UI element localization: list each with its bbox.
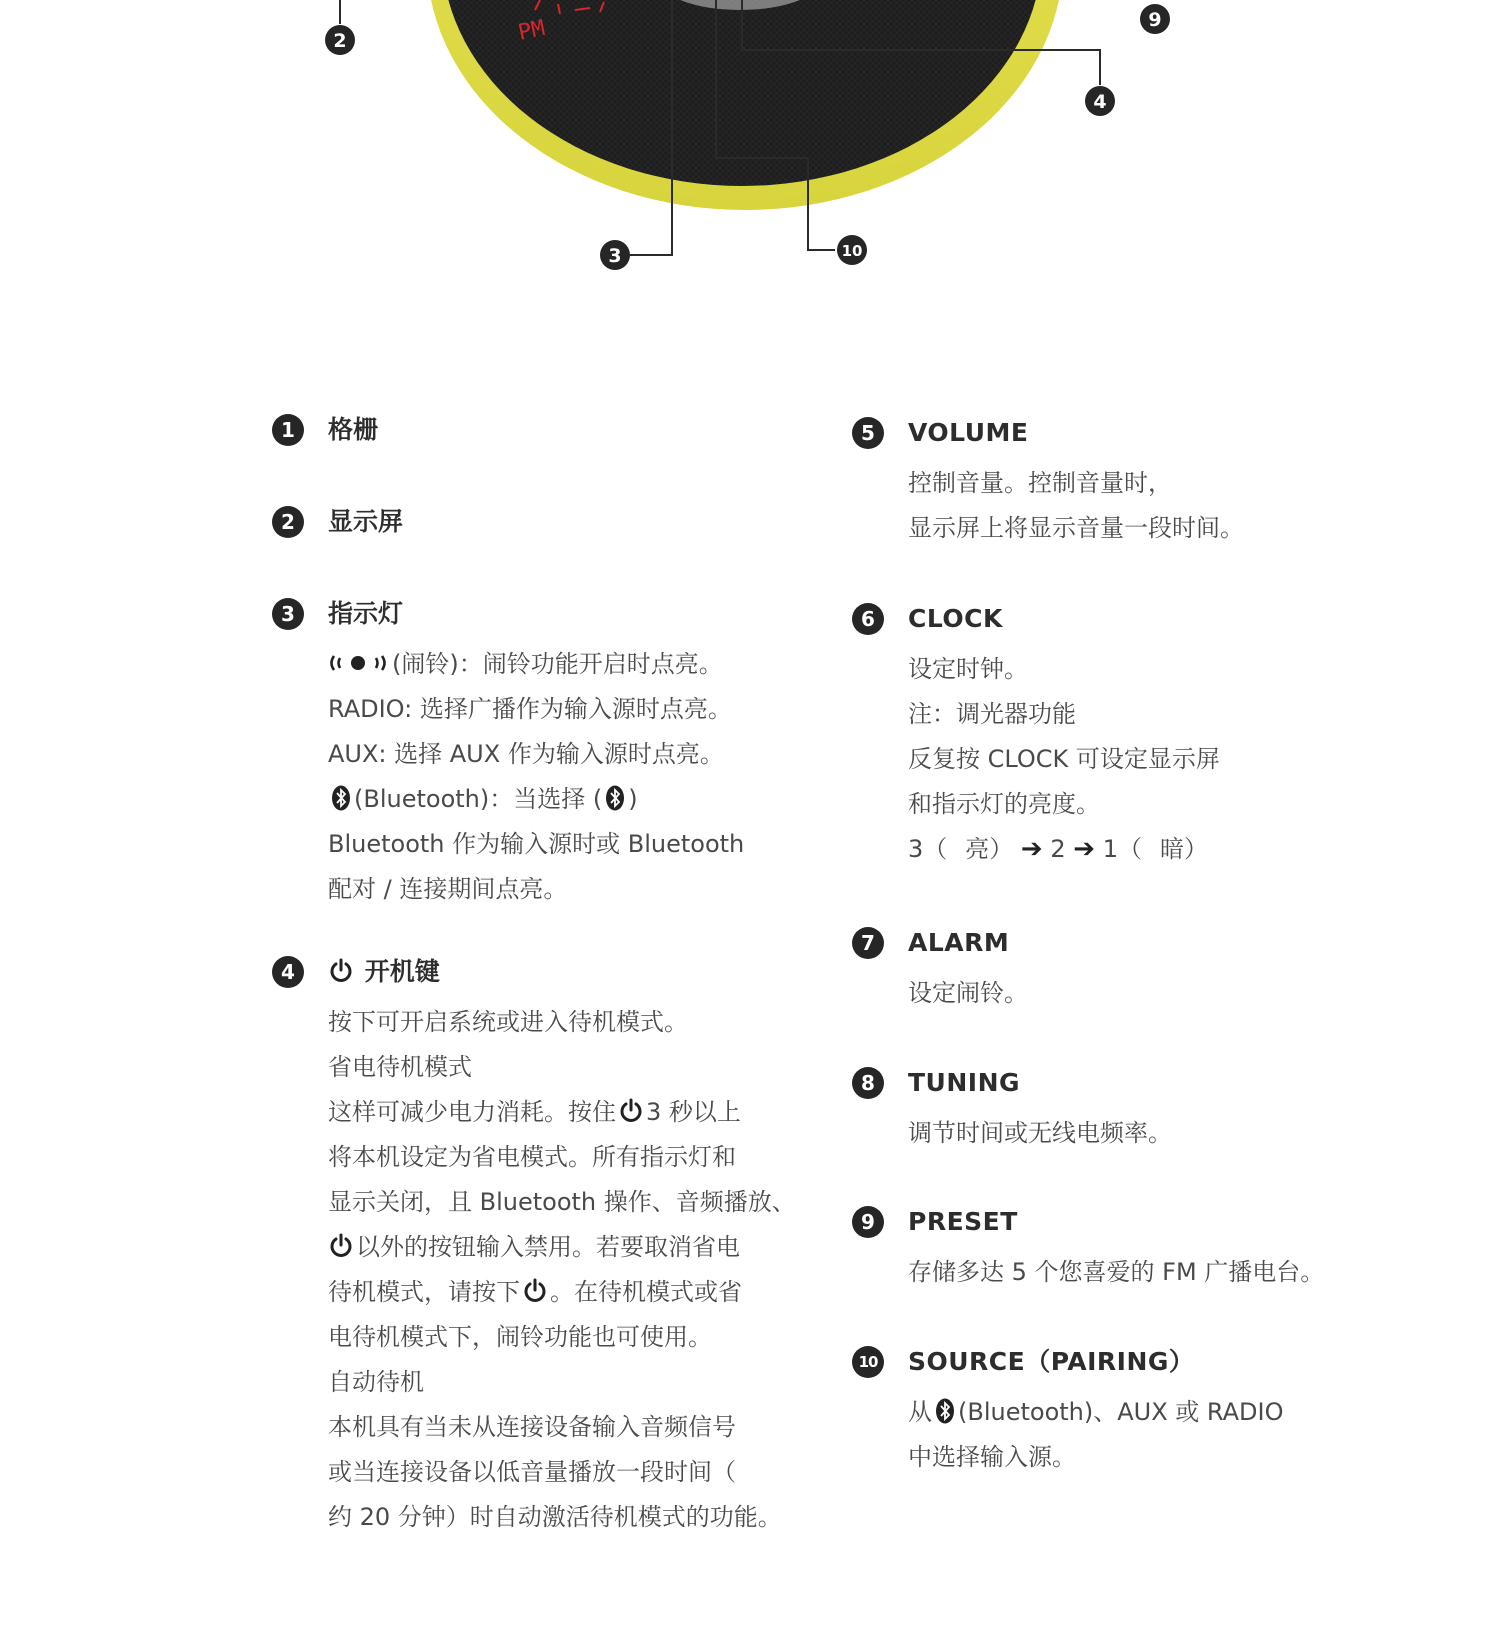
body-line: (闹铃)：闹铃功能开启时点亮。 [392, 650, 723, 678]
arrow-right-icon: ➔ [1020, 834, 1043, 864]
item-title: 显示屏 [328, 507, 404, 536]
power-icon [328, 1233, 354, 1259]
body-line: Bluetooth 作为输入源时或 Bluetooth [328, 830, 745, 858]
body-line: 1（ [1102, 835, 1142, 863]
item-title: ALARM [908, 928, 1010, 957]
svg-text:10: 10 [841, 242, 863, 260]
body-line: 自动待机 [328, 1368, 424, 1396]
power-icon [618, 1098, 644, 1124]
item-title-text: 开机键 [364, 957, 440, 986]
body-line: 。在待机模式或省 [550, 1278, 742, 1306]
body-line: 设定时钟。 [908, 655, 1028, 683]
item-number: 10 [852, 1346, 884, 1378]
bluetooth-icon [331, 785, 351, 811]
body-line: 存储多达 5 个您喜爱的 FM 广播电台。 [908, 1258, 1325, 1286]
item-title: CLOCK [908, 604, 1003, 633]
body-line: 显示关闭，且 Bluetooth 操作、音频播放、 [328, 1188, 796, 1216]
item-title: PRESET [908, 1207, 1018, 1236]
svg-text:3: 3 [608, 245, 622, 267]
body-line: 约 20 分钟）时自动激活待机模式的功能。 [328, 1503, 782, 1531]
item-body [908, 971, 1028, 1016]
body-line: 中选择输入源。 [908, 1443, 1076, 1471]
item-title: TUNING [908, 1068, 1021, 1097]
body-line: 3（ [908, 835, 948, 863]
body-line: 暗） [1160, 835, 1208, 863]
item-number: 6 [852, 603, 884, 635]
power-icon [328, 958, 354, 984]
alarm-icon [328, 652, 388, 674]
svg-text:4: 4 [1093, 91, 1107, 113]
item-body [328, 642, 744, 912]
body-line: 这样可减少电力消耗。按住 [328, 1098, 616, 1126]
item-body [908, 1390, 1284, 1480]
item-title: 格栅 [328, 415, 379, 444]
bluetooth-icon [935, 1398, 955, 1424]
body-line: ) [628, 785, 638, 813]
body-line: 以外的按钮输入禁用。若要取消省电 [356, 1233, 740, 1261]
device-diagram [0, 0, 1500, 300]
item-body [908, 461, 1244, 551]
body-line: 调节时间或无线电频率。 [908, 1119, 1172, 1147]
item-number: 9 [852, 1206, 884, 1238]
body-line: 控制音量。控制音量时， [908, 469, 1172, 497]
item-number: 3 [272, 598, 304, 630]
body-line: RADIO: 选择广播作为输入源时点亮。 [328, 695, 732, 723]
display-pm-text: PM [516, 15, 548, 46]
body-line: 显示屏上将显示音量一段时间。 [908, 514, 1244, 542]
item-body [908, 647, 1220, 872]
item-body [908, 1250, 1324, 1295]
body-line: 3 秒以上 [646, 1098, 741, 1126]
body-line: 反复按 CLOCK 可设定显示屏 [908, 745, 1220, 773]
svg-text:9: 9 [1148, 9, 1162, 31]
item-number: 5 [852, 417, 884, 449]
item-number: 1 [272, 414, 304, 446]
body-line: 省电待机模式 [328, 1053, 472, 1081]
svg-text:2: 2 [333, 30, 347, 52]
item-number: 8 [852, 1067, 884, 1099]
body-line: 待机模式，请按下 [328, 1278, 520, 1306]
body-line: AUX: 选择 AUX 作为输入源时点亮。 [328, 740, 724, 768]
body-line: 电待机模式下，闹铃功能也可使用。 [328, 1323, 712, 1351]
body-line: 按下可开启系统或进入待机模式。 [328, 1008, 688, 1036]
body-line: 将本机设定为省电模式。所有指示灯和 [328, 1143, 736, 1171]
body-line: (Bluetooth)：当选择 ( [354, 785, 603, 813]
item-title: SOURCE（PAIRING） [908, 1347, 1195, 1376]
body-line: 配对 / 连接期间点亮。 [328, 875, 568, 903]
body-line: (Bluetooth)、AUX 或 RADIO [958, 1398, 1284, 1426]
body-line: 本机具有当未从连接设备输入音频信号 [328, 1413, 736, 1441]
item-body [328, 1000, 796, 1540]
item-number: 7 [852, 927, 884, 959]
item-number: 4 [272, 956, 304, 988]
item-number: 2 [272, 506, 304, 538]
item-title: VOLUME [908, 418, 1029, 447]
body-line: 或当连接设备以低音量播放一段时间（ [328, 1458, 736, 1486]
body-line: 注：调光器功能 [908, 700, 1076, 728]
body-line: 和指示灯的亮度。 [908, 790, 1100, 818]
arrow-right-icon: ➔ [1073, 834, 1096, 864]
item-title: 指示灯 [328, 599, 404, 628]
body-line: 设定闹铃。 [908, 979, 1028, 1007]
body-line: 2 [1050, 835, 1066, 863]
item-title [328, 953, 440, 991]
body-line: 从 [908, 1398, 932, 1426]
item-body [908, 1111, 1172, 1156]
body-line: 亮） [965, 835, 1014, 863]
power-icon [522, 1278, 548, 1304]
bluetooth-icon [605, 785, 625, 811]
